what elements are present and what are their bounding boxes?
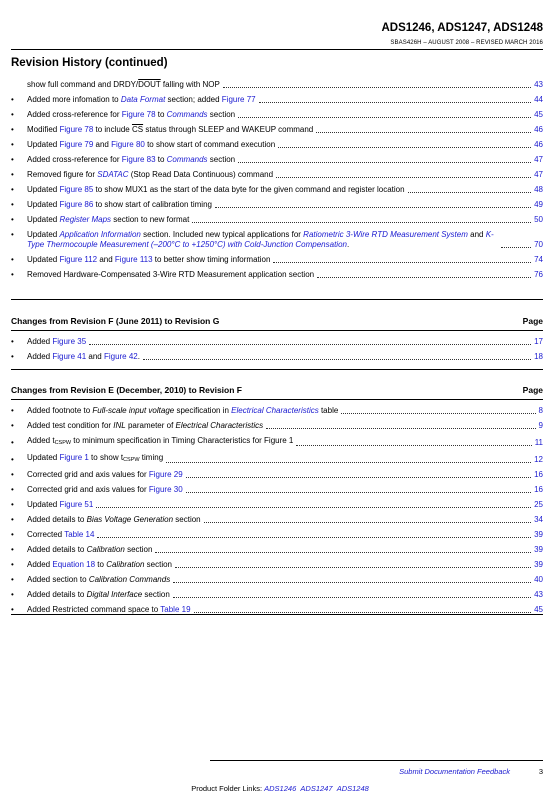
dot-leader (341, 413, 535, 414)
page-link[interactable]: 18 (534, 352, 543, 361)
list-item: • Added cross-reference for Figure 78 to Commands section 45 (11, 110, 543, 119)
heading-rule (11, 330, 543, 331)
bullet: • (11, 125, 14, 134)
link[interactable]: Equation 18 (52, 560, 96, 569)
list-item: • Modified Figure 78 to include $\overline{CS}$ status through SLEEP and WAKEUP command 46 (11, 125, 543, 134)
list-item: • Added footnote to Full-scale input voltage specification in Electrical Characteristics table 8 (11, 406, 543, 415)
section-divider (11, 299, 543, 300)
page-link[interactable]: 25 (534, 500, 543, 509)
link[interactable]: Figure 86 (59, 200, 94, 209)
dot-leader (238, 162, 531, 163)
product-link-ads1248[interactable]: ADS1248 (336, 784, 369, 793)
dot-leader (273, 262, 531, 263)
page-link[interactable]: 11 (534, 438, 543, 447)
list-item: • Corrected grid and axis values for Figure 30 16 (11, 485, 543, 494)
page-link[interactable]: 43 (534, 590, 543, 599)
page-link[interactable]: 39 (534, 530, 543, 539)
page-header-title: ADS1246, ADS1247, ADS1248 (381, 22, 543, 34)
link[interactable]: Figure 83 (121, 155, 156, 164)
dot-leader (97, 537, 531, 538)
bullet: • (11, 530, 14, 539)
bullet: • (11, 352, 14, 361)
link[interactable]: Figure 41 (52, 352, 87, 361)
link[interactable]: Figure 78 (59, 125, 94, 134)
link[interactable]: Register Maps (59, 215, 112, 224)
product-link-ads1247[interactable]: ADS1247 (300, 784, 333, 793)
bullet: • (11, 270, 14, 279)
links-label: Product Folder Links: (191, 784, 265, 793)
rev-f-heading-row (11, 385, 543, 395)
page-link[interactable]: 9 (538, 421, 543, 430)
dot-leader (266, 428, 535, 429)
bullet: • (11, 215, 14, 224)
continued-list (11, 80, 543, 285)
bullet: • (11, 230, 14, 239)
page-link[interactable]: 46 (534, 140, 543, 149)
list-item: • Updated Figure 112 and Figure 113 to better show timing information 74 (11, 255, 543, 264)
page-link[interactable]: 43 (534, 80, 543, 89)
list-item: • Updated Figure 51 25 (11, 500, 543, 509)
list-item: show full command and DRDY/DOUT falling with NOP 43 (27, 80, 543, 89)
dot-leader (316, 132, 531, 133)
list-item: • Added Equation 18 to Calibration section 39 (11, 560, 543, 569)
dot-leader (317, 277, 531, 278)
bullet: • (11, 515, 14, 524)
page-link[interactable]: 47 (534, 170, 543, 179)
rev-f-heading: Changes from Revision E (December, 2010) to Revision F (11, 385, 242, 395)
page-link[interactable]: 47 (534, 155, 543, 164)
list-item: • Added cross-reference for Figure 83 to Commands section 47 (11, 155, 543, 164)
bullet: • (11, 421, 14, 430)
dot-leader (223, 87, 531, 88)
bullet: • (11, 590, 14, 599)
bullet: • (11, 140, 14, 149)
list-item: • Added details to Bias Voltage Generation section 34 (11, 515, 543, 524)
link[interactable]: Figure 42 (103, 352, 138, 361)
rev-g-heading: Changes from Revision F (June 2011) to Revision G (11, 316, 220, 326)
page-link[interactable]: 49 (534, 200, 543, 209)
doc-revision-info: SBAS426H – AUGUST 2008 – REVISED MARCH 2016 (390, 40, 543, 46)
page-link[interactable]: 17 (534, 337, 543, 346)
bullet: • (11, 560, 14, 569)
page-number: 3 (538, 767, 543, 776)
dot-leader (155, 552, 531, 553)
product-folder-links (0, 784, 560, 793)
bullet: • (11, 170, 14, 179)
bullet: • (11, 185, 14, 194)
dot-leader (204, 522, 531, 523)
dot-leader (408, 192, 532, 193)
link[interactable]: Figure 51 (59, 500, 94, 509)
list-item: • Added test condition for INL parameter of Electrical Characteristics 9 (11, 421, 543, 430)
list-item: • Updated Register Maps section to new format 50 (11, 215, 543, 224)
product-link-ads1246[interactable]: ADS1246 (264, 784, 297, 793)
link[interactable]: Figure 29 (148, 470, 183, 479)
bullet: • (11, 605, 14, 614)
page-column-label: Page (522, 316, 543, 326)
page-link[interactable]: 44 (534, 95, 543, 104)
dot-leader (259, 102, 532, 103)
page-link[interactable]: 12 (534, 455, 543, 464)
bullet: • (11, 200, 14, 209)
page-link[interactable]: 16 (534, 470, 543, 479)
list-item: • Removed Hardware-Compensated 3-Wire RTD Measurement application section 76 (11, 270, 543, 279)
rev-g-list (11, 337, 543, 367)
link[interactable]: Figure 35 (52, 337, 87, 346)
page-link[interactable]: 70 (534, 240, 543, 249)
submit-feedback-link[interactable]: Submit Documentation Feedback (399, 767, 510, 776)
link[interactable]: Application Information (59, 230, 141, 239)
dot-leader (501, 247, 531, 248)
list-item: • Updated Figure 86 to show start of calibration timing 49 (11, 200, 543, 209)
list-item: • Added details to Calibration section 39 (11, 545, 543, 554)
bullet: • (11, 500, 14, 509)
dot-leader (278, 147, 531, 148)
page-link[interactable]: 40 (534, 575, 543, 584)
page-link[interactable]: 8 (538, 406, 543, 415)
bullet: • (11, 406, 14, 415)
bullet: • (11, 95, 14, 104)
page-link[interactable]: 34 (534, 515, 543, 524)
link[interactable]: Figure 113 (114, 255, 153, 264)
bullet: • (11, 255, 14, 264)
bullet: • (11, 438, 14, 447)
dot-leader (89, 344, 531, 345)
dot-leader (173, 597, 531, 598)
link[interactable]: K-Type Thermocouple Measurement (–200°C to +1250°C) with Cold-Junction Compensation (27, 230, 494, 249)
link[interactable]: Figure 79 (59, 140, 94, 149)
bullet: • (11, 455, 14, 464)
rev-f-list (11, 406, 543, 620)
bullet: • (11, 337, 14, 346)
list-item: • Updated Figure 1 to show tCSPW timing 12 (11, 453, 543, 464)
dot-leader (276, 177, 531, 178)
page-link[interactable]: 45 (534, 110, 543, 119)
list-item: • Added Figure 41 and Figure 42. 18 (11, 352, 543, 361)
link[interactable]: Table 14 (64, 530, 95, 539)
dot-leader (175, 567, 531, 568)
list-item: • Corrected grid and axis values for Figure 29 16 (11, 470, 543, 479)
dot-leader (96, 507, 531, 508)
link[interactable]: Commands (166, 155, 208, 164)
list-item: • Corrected Table 14 39 (11, 530, 543, 539)
page-link[interactable]: 50 (534, 215, 543, 224)
section-divider (11, 614, 543, 615)
list-item: • Added Restricted command space to Table 19 45 (11, 605, 543, 614)
dot-leader (166, 462, 531, 463)
link[interactable]: Commands (166, 110, 208, 119)
page-link[interactable]: 16 (534, 485, 543, 494)
link[interactable]: Figure 30 (148, 485, 183, 494)
heading-rule (11, 399, 543, 400)
page-link[interactable]: 45 (534, 605, 543, 614)
link[interactable]: Electrical Characteristics (231, 406, 319, 415)
rev-g-heading-row (11, 316, 543, 326)
list-item: • Added tCSPW to minimum specification in Timing Characteristics for Figure 1 11 (11, 436, 543, 447)
bullet: • (11, 545, 14, 554)
bullet: • (11, 485, 14, 494)
list-item: • Updated Figure 79 and Figure 80 to show start of command execution 46 (11, 140, 543, 149)
link[interactable]: Figure 78 (121, 110, 156, 119)
list-item: • Removed figure for SDATAC (Stop Read Data Continuous) command 47 (11, 170, 543, 179)
dot-leader (194, 612, 532, 613)
link[interactable]: Figure 1 (59, 453, 89, 462)
dot-leader (296, 445, 531, 446)
bullet: • (11, 155, 14, 164)
list-item: • Added Figure 35 17 (11, 337, 543, 346)
bullet: • (11, 110, 14, 119)
header-rule (11, 49, 543, 50)
dot-leader (192, 222, 531, 223)
page-link[interactable]: 48 (534, 185, 543, 194)
page-link[interactable]: 39 (534, 560, 543, 569)
page-link[interactable]: 39 (534, 545, 543, 554)
page-link[interactable]: 46 (534, 125, 543, 134)
list-item: • Updated Application Information section. Included new typical applications for Ratiometric 3-Wire RTD Measurement System and K-Type Thermocouple Measurement (–200°C to +1250°C) with Cold-Junction Compensation. 70 (11, 230, 543, 249)
dot-leader (238, 117, 531, 118)
page-link[interactable]: 74 (534, 255, 543, 264)
link[interactable]: Figure 85 (59, 185, 94, 194)
list-item: • Added details to Digital Interface section 43 (11, 590, 543, 599)
dot-leader (143, 359, 531, 360)
bullet: • (11, 470, 14, 479)
list-item: • Added section to Calibration Commands 40 (11, 575, 543, 584)
bullet: • (11, 575, 14, 584)
section-divider (11, 369, 543, 370)
link[interactable]: Data Format (120, 95, 166, 104)
section-title: Revision History (continued) (11, 57, 168, 69)
list-item: • Added more infomation to Data Format section; added Figure 77 44 (11, 95, 543, 104)
link[interactable]: Figure 80 (111, 140, 145, 149)
link[interactable]: Figure 77 (221, 95, 256, 104)
link[interactable]: Table 19 (160, 605, 191, 614)
page-column-label: Page (522, 385, 543, 395)
link[interactable]: Ratiometric 3-Wire RTD Measurement System (303, 230, 468, 239)
dot-leader (186, 477, 531, 478)
link[interactable]: SDATAC (97, 170, 129, 179)
list-item: • Updated Figure 85 to show MUX1 as the start of the data byte for the given command and register location 48 (11, 185, 543, 194)
dot-leader (173, 582, 531, 583)
dot-leader (215, 207, 531, 208)
link[interactable]: Figure 112 (59, 255, 98, 264)
page-link[interactable]: 76 (534, 270, 543, 279)
dot-leader (186, 492, 531, 493)
footer-rule (210, 760, 543, 761)
